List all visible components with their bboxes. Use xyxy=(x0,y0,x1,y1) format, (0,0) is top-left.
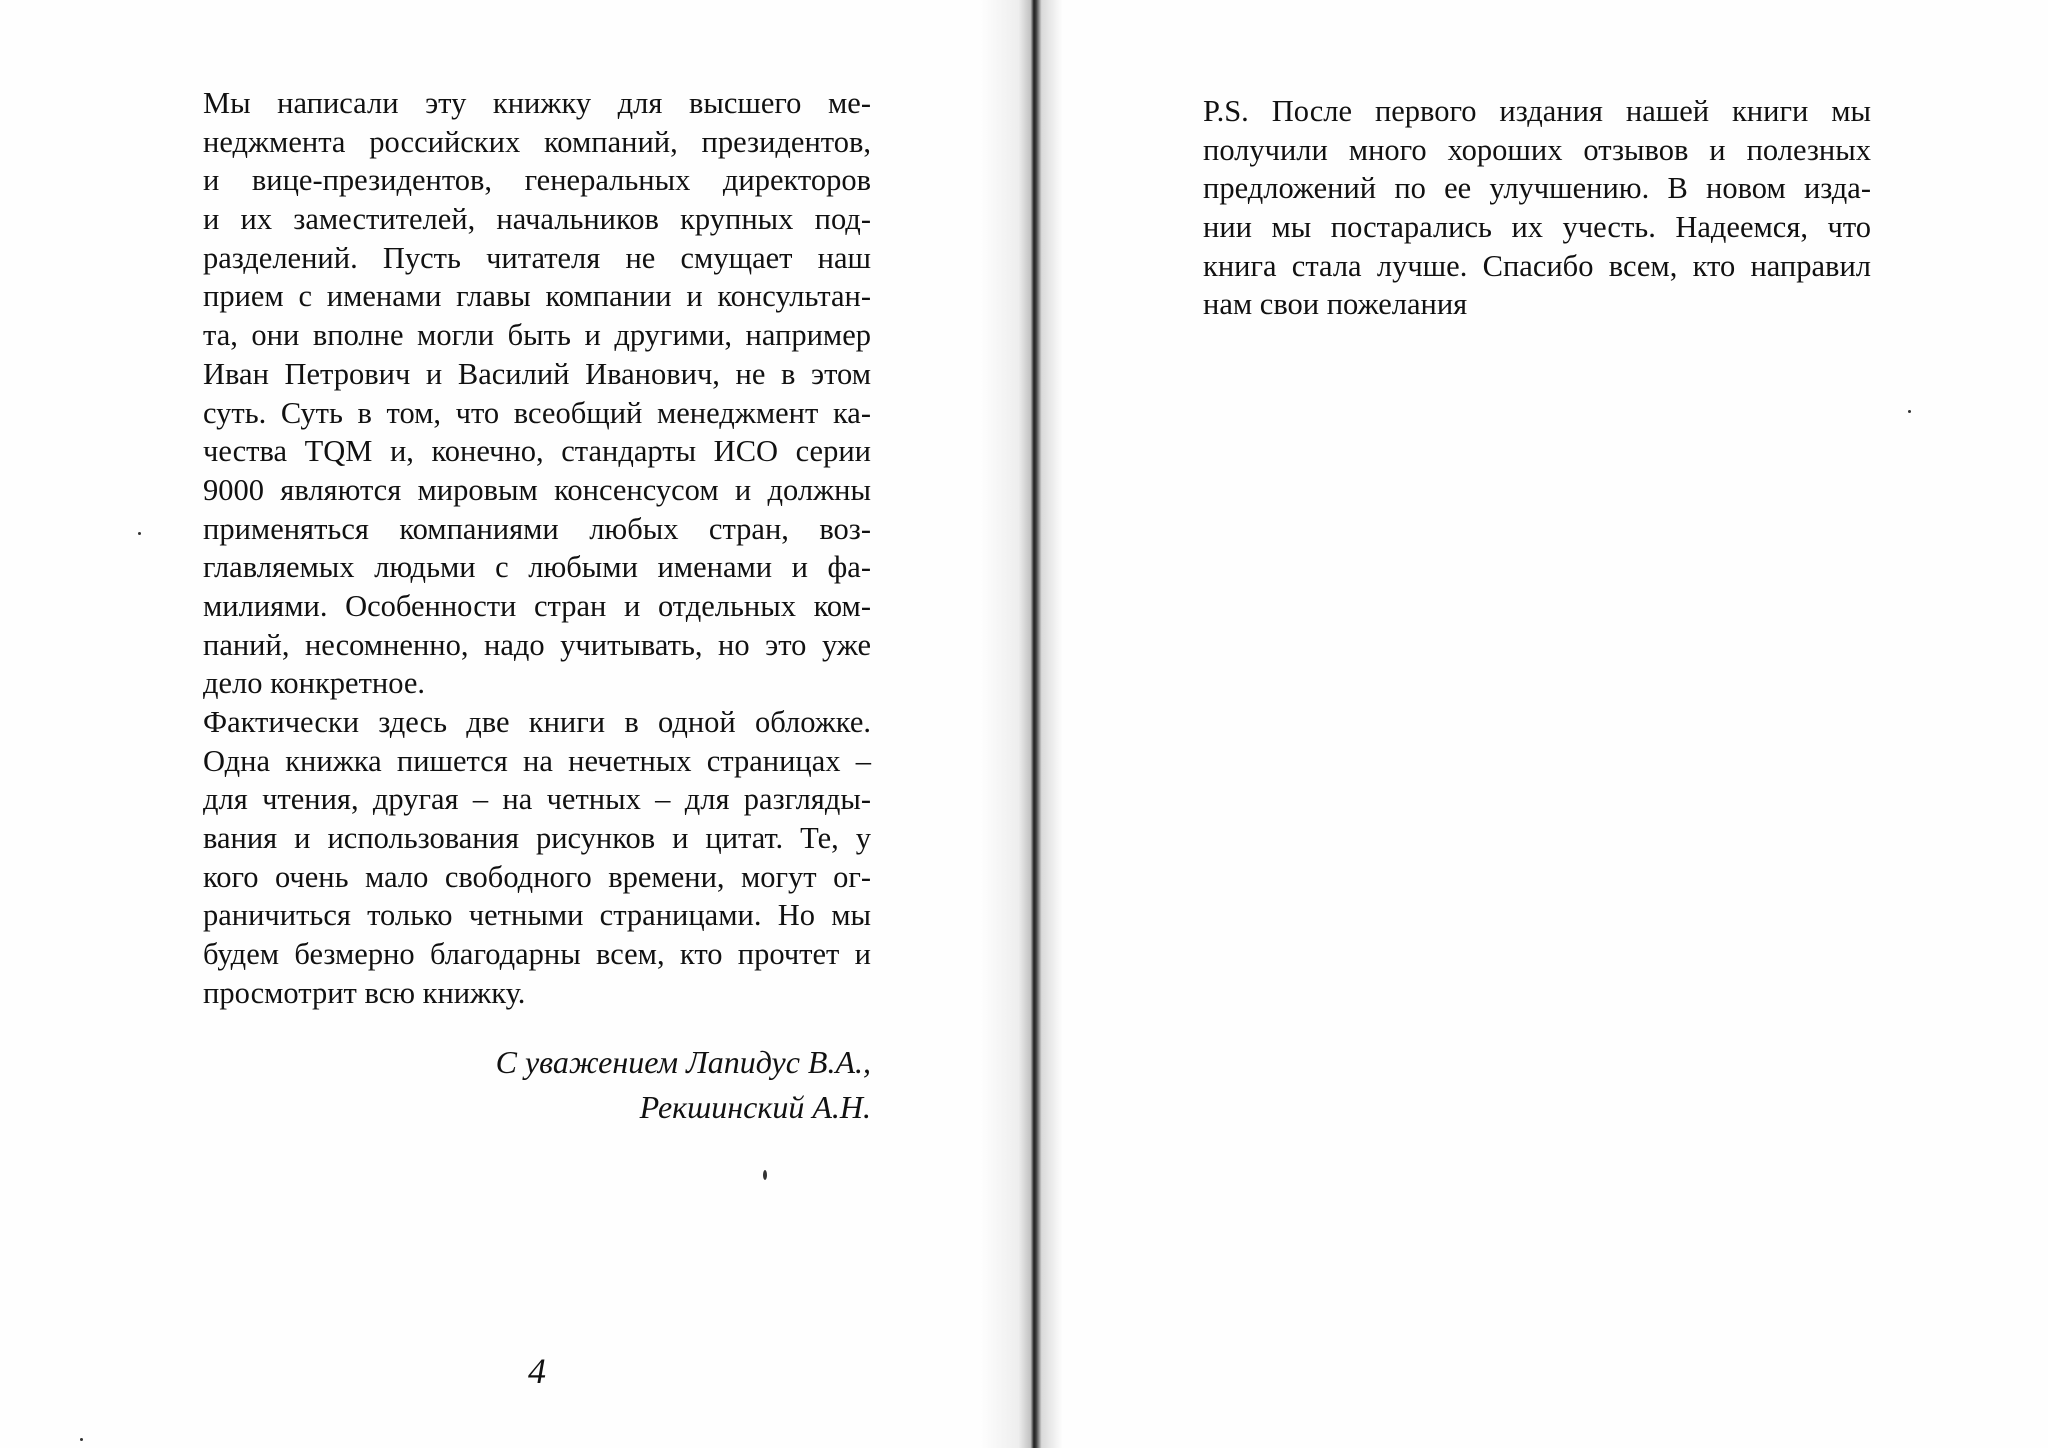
text-line: просмотрит всю книжку. xyxy=(203,975,526,1010)
text-line: Иван Петрович и Василий Иванович, не в этом xyxy=(203,356,871,391)
scan-speck xyxy=(1908,410,1911,413)
signature-line-2: Рекшинский А.Н. xyxy=(639,1089,871,1125)
postscript-text xyxy=(1203,92,1871,324)
signature-line-1: С уважением Лапидус В.А., xyxy=(495,1044,871,1080)
scan-speck xyxy=(80,1438,83,1441)
text-line: Одна книжка пишется на нечетных страницах – xyxy=(203,743,871,778)
paragraph-2 xyxy=(203,703,871,1013)
text-line: книга стала лучше. Спасибо всем, кто направил xyxy=(1203,248,1871,283)
text-line: для чтения, другая – на четных – для разгляды- xyxy=(203,782,871,817)
scan-speck xyxy=(763,1170,767,1180)
text-line: будем безмерно благодарны всем, кто прочтет и xyxy=(203,937,871,972)
text-line: применяться компаниями любых стран, воз- xyxy=(203,511,871,546)
text-line: и вице-президентов, генеральных директоров xyxy=(203,163,871,198)
scan-speck xyxy=(138,532,141,535)
signature xyxy=(203,1040,871,1130)
text-line: разделений. Пусть читателя не смущает наш xyxy=(203,240,871,275)
text-line: неджмента российских компаний, президентов, xyxy=(203,124,871,159)
text-line: кого очень мало свободного времени, могут ог- xyxy=(203,859,871,894)
text-line: и их заместителей, начальников крупных под- xyxy=(203,202,871,237)
text-line: предложений по ее улучшению. В новом изда- xyxy=(1203,171,1871,206)
text-line: та, они вполне могли быть и другими, например xyxy=(203,318,871,353)
text-line: вания и использования рисунков и цитат. Те, у xyxy=(203,821,871,856)
text-line: паний, несомненно, надо учитывать, но это уже xyxy=(203,627,871,662)
text-line: 9000 являются мировым консенсусом и должны xyxy=(203,472,871,507)
page-number: 4 xyxy=(528,1351,546,1391)
left-page-text xyxy=(203,84,871,1013)
text-line: главляемых людьми с любыми именами и фа- xyxy=(203,550,871,585)
text-line: Мы написали эту книжку для высшего ме- xyxy=(203,86,871,120)
text-line: раничиться только четными страницами. Но мы xyxy=(203,898,871,933)
text-line: P.S. После первого издания нашей книги мы xyxy=(1203,94,1871,128)
text-line: прием с именами главы компании и консультан- xyxy=(203,279,871,314)
paragraph-1 xyxy=(203,84,871,703)
text-line: нии мы постарались их учесть. Надеемся, что xyxy=(1203,210,1871,245)
text-line: нам свои пожелания xyxy=(1203,287,1468,322)
text-line: милиями. Особенности стран и отдельных ком- xyxy=(203,588,871,623)
book-gutter xyxy=(980,0,1090,1448)
text-line: чества TQM и, конечно, стандарты ИСО серии xyxy=(203,434,871,469)
text-line: Фактически здесь две книги в одной обложке. xyxy=(203,705,871,739)
text-line: дело конкретное. xyxy=(203,666,426,701)
text-line: суть. Суть в том, что всеобщий менеджмент ка- xyxy=(203,395,871,430)
text-line: получили много хороших отзывов и полезных xyxy=(1203,132,1871,167)
